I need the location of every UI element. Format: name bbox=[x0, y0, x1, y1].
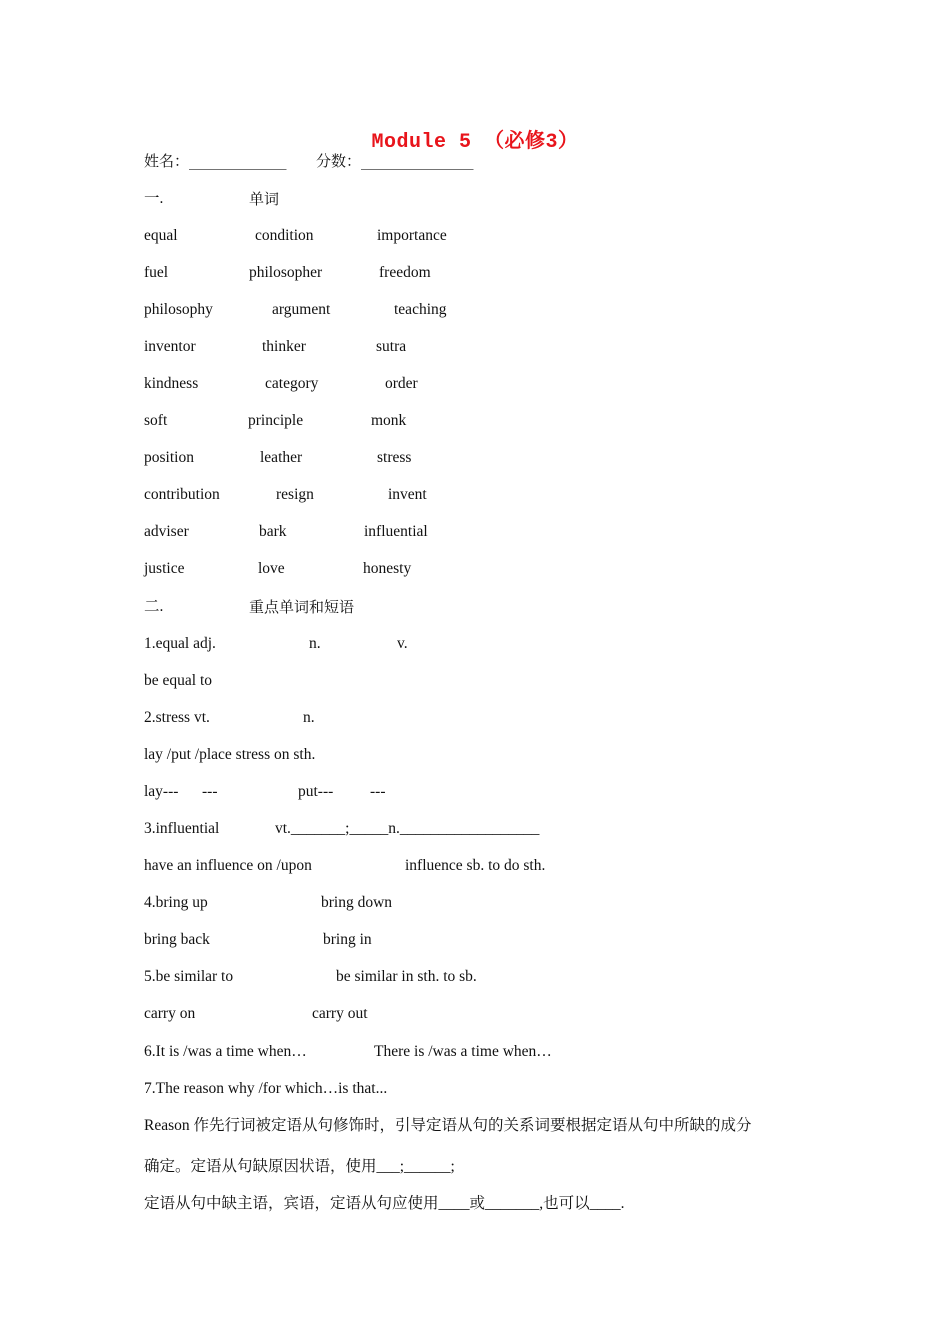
item-text: carry on bbox=[144, 1005, 196, 1022]
word: position bbox=[144, 449, 194, 466]
item-text: 6.It is /was a time when… bbox=[144, 1043, 307, 1060]
word: teaching bbox=[394, 301, 447, 318]
item-text: 2.stress vt. bbox=[144, 709, 210, 726]
word: thinker bbox=[262, 338, 306, 355]
word: influential bbox=[364, 523, 428, 540]
item-text: have an influence on /upon bbox=[144, 857, 312, 874]
item-text: lay--- bbox=[144, 783, 179, 800]
grammar-note: Reason 作先行词被定语从句修饰时，引导定语从句的关系词要根据定语从句中所缺的成分 bbox=[144, 1117, 752, 1134]
item-text: There is /was a time when… bbox=[374, 1043, 552, 1060]
item-text: --- bbox=[370, 783, 386, 800]
word: love bbox=[258, 560, 285, 577]
item-text: put--- bbox=[298, 783, 334, 800]
item-text: 7.The reason why /for which…is that... bbox=[144, 1080, 388, 1097]
word: resign bbox=[276, 486, 314, 503]
item-text: be equal to bbox=[144, 672, 213, 689]
word: adviser bbox=[144, 523, 189, 540]
item-text: be similar in sth. to sb. bbox=[336, 968, 477, 985]
item-text: 4.bring up bbox=[144, 894, 208, 911]
item-text: bring down bbox=[321, 894, 393, 911]
item-text: bring back bbox=[144, 931, 210, 948]
word: philosophy bbox=[144, 301, 213, 318]
page-title: Module 5 （必修3） bbox=[371, 131, 579, 154]
score-field: 分数：_______________ bbox=[316, 152, 474, 170]
grammar-note: 定语从句中缺主语，宾语，定语从句应使用____或_______,也可以____. bbox=[144, 1195, 625, 1212]
item-text: carry out bbox=[312, 1005, 368, 1022]
word: principle bbox=[248, 412, 304, 429]
word: invent bbox=[388, 486, 427, 503]
word: justice bbox=[144, 560, 185, 577]
word: inventor bbox=[144, 338, 196, 355]
section-2-title: 重点单词和短语 bbox=[249, 598, 355, 616]
item-text: v. bbox=[397, 635, 408, 652]
item-text: n. bbox=[303, 709, 315, 726]
word: sutra bbox=[376, 338, 407, 355]
section-1-title: 单词 bbox=[249, 190, 280, 208]
word: stress bbox=[377, 449, 412, 466]
item-text: --- bbox=[202, 783, 218, 800]
word: equal bbox=[144, 227, 178, 244]
grammar-note: 确定。定语从句缺原因状语，使用___;______; bbox=[144, 1158, 455, 1175]
item-text: influence sb. to do sth. bbox=[405, 857, 546, 874]
word: importance bbox=[377, 227, 447, 244]
word: honesty bbox=[363, 560, 412, 577]
word: philosopher bbox=[249, 264, 323, 281]
word: contribution bbox=[144, 486, 220, 503]
word: leather bbox=[260, 449, 303, 466]
word: soft bbox=[144, 412, 168, 429]
word: bark bbox=[259, 523, 287, 540]
item-text: bring in bbox=[323, 931, 372, 948]
item-text: 1.equal adj. bbox=[144, 635, 216, 652]
word: fuel bbox=[144, 264, 169, 281]
word: category bbox=[265, 375, 319, 392]
item-text: 3.influential bbox=[144, 820, 220, 837]
section-1-number: 一. bbox=[144, 190, 164, 207]
item-text: lay /put /place stress on sth. bbox=[144, 746, 316, 763]
name-field: 姓名：_____________ bbox=[144, 152, 287, 170]
item-blanks: vt._______;_____n.__________________ bbox=[275, 820, 540, 837]
word: argument bbox=[272, 301, 331, 318]
word: order bbox=[385, 375, 418, 392]
section-2-number: 二. bbox=[144, 598, 164, 615]
word: freedom bbox=[379, 264, 431, 281]
item-text: 5.be similar to bbox=[144, 968, 234, 985]
item-text: n. bbox=[309, 635, 321, 652]
word: kindness bbox=[144, 375, 199, 392]
word: monk bbox=[371, 412, 407, 429]
word: condition bbox=[255, 227, 314, 244]
